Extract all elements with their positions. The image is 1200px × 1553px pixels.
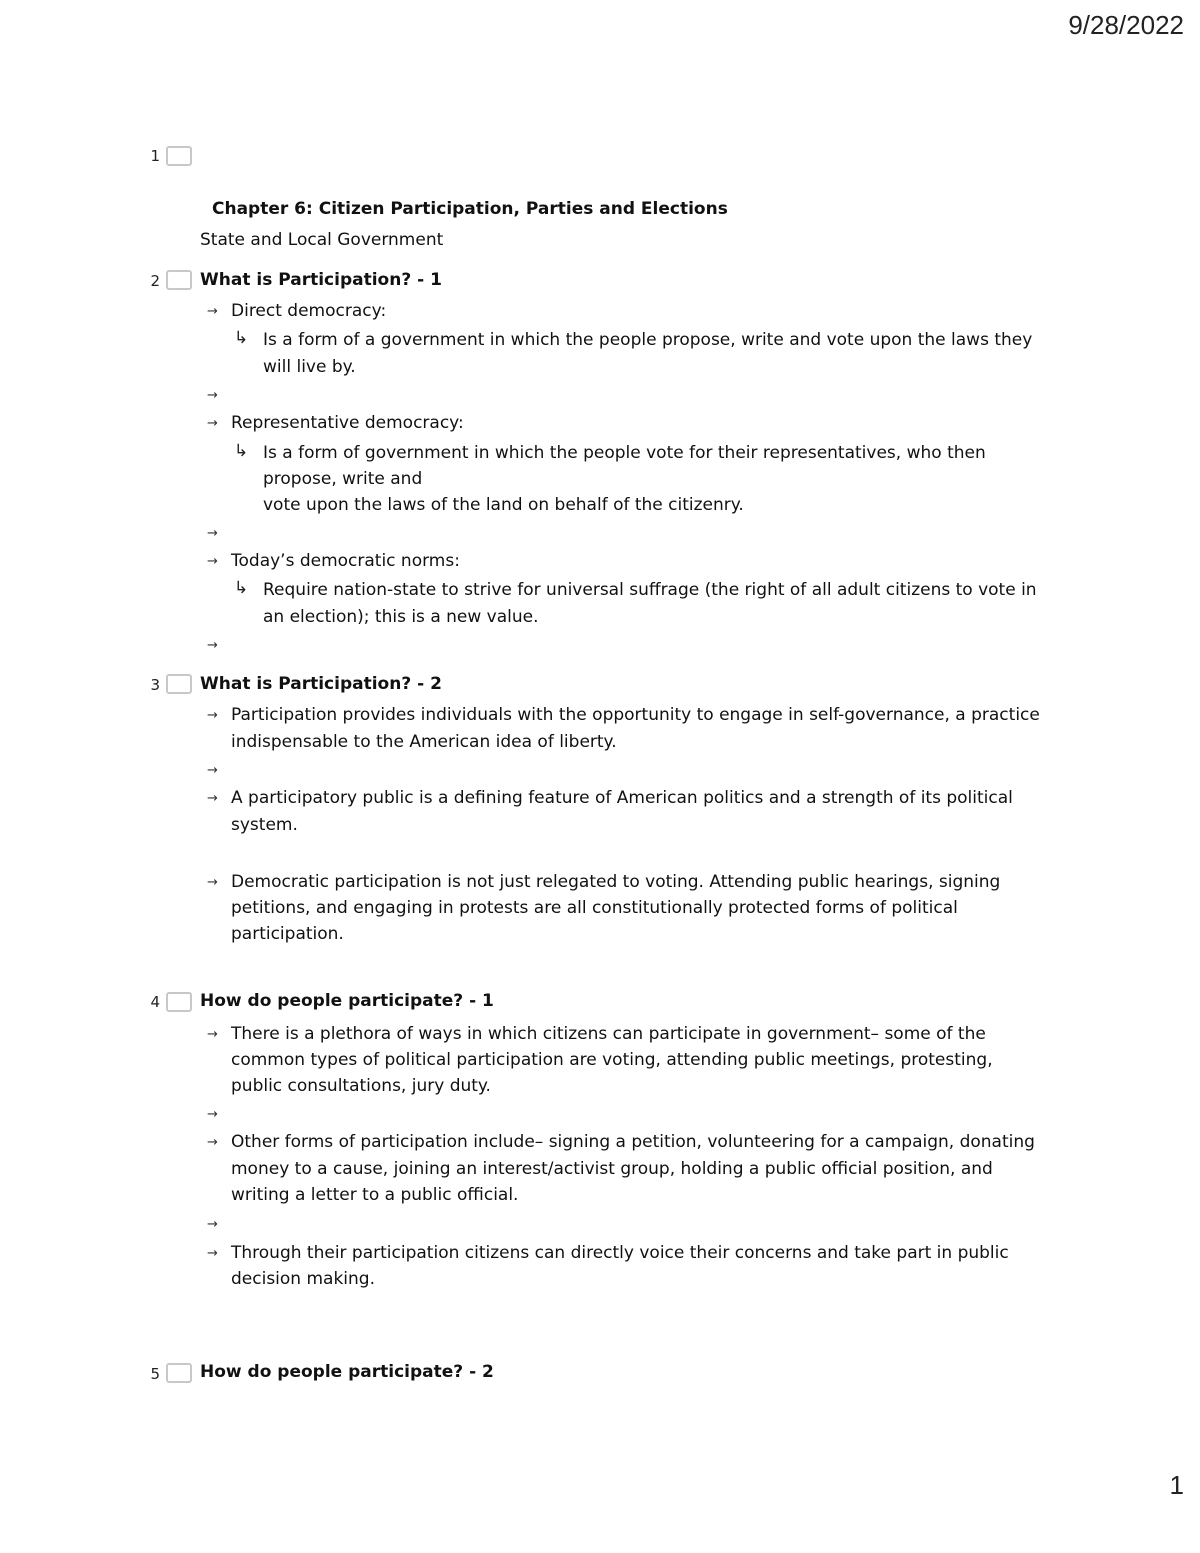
arrow-bullet-icon: → bbox=[207, 763, 218, 778]
bullet-text: common types of political participation are voting, attending public meetings, protesting, bbox=[231, 1050, 993, 1070]
slide-heading: How do people participate? - 1 bbox=[200, 991, 494, 1011]
slide-thumbnail-box[interactable] bbox=[166, 270, 192, 290]
arrow-bullet-icon: → bbox=[207, 304, 218, 319]
bullet-text: There is a plethora of ways in which citizens can participate in government– some of the bbox=[231, 1024, 986, 1044]
sub-bullet-text: Is a form of government in which the people vote for their representatives, who then bbox=[263, 443, 986, 463]
sub-bullet-text: will live by. bbox=[263, 357, 356, 377]
arrow-bullet-icon: → bbox=[207, 1107, 218, 1122]
slide-thumbnail-box[interactable] bbox=[166, 1363, 192, 1383]
arrow-bullet-icon: → bbox=[207, 638, 218, 653]
slide-number: 2 bbox=[150, 272, 160, 290]
sub-bullet-text: propose, write and bbox=[263, 469, 423, 489]
bullet-text: Other forms of participation include– signing a petition, volunteering for a campaign, donating bbox=[231, 1132, 1035, 1152]
sub-arrow-icon: ↳ bbox=[234, 441, 249, 461]
sub-bullet-text: Is a form of a government in which the people propose, write and vote upon the laws they bbox=[263, 330, 1033, 350]
bullet-text: A participatory public is a defining feature of American politics and a strength of its political bbox=[231, 788, 1013, 808]
chapter-title: Chapter 6: Citizen Participation, Parties and Elections bbox=[212, 199, 728, 219]
bullet-text: writing a letter to a public official. bbox=[231, 1185, 519, 1205]
bullet-text: Today’s democratic norms: bbox=[231, 551, 460, 571]
arrow-bullet-icon: → bbox=[207, 791, 218, 806]
arrow-bullet-icon: → bbox=[207, 1027, 218, 1042]
slide-heading: What is Participation? - 2 bbox=[200, 674, 442, 694]
slide-number: 3 bbox=[150, 676, 160, 694]
arrow-bullet-icon: → bbox=[207, 554, 218, 569]
bullet-text: decision making. bbox=[231, 1269, 375, 1289]
sub-arrow-icon: ↳ bbox=[234, 578, 249, 598]
page-number: 1 bbox=[1169, 1470, 1184, 1500]
sub-bullet-text: Require nation-state to strive for universal suffrage (the right of all adult citizens to vote in bbox=[263, 580, 1037, 600]
slide-heading: What is Participation? - 1 bbox=[200, 270, 442, 290]
arrow-bullet-icon: → bbox=[207, 708, 218, 723]
bullet-text: petitions, and engaging in protests are all constitutionally protected forms of political bbox=[231, 898, 958, 918]
bullet-text: Participation provides individuals with the opportunity to engage in self-governance, a practice bbox=[231, 705, 1040, 725]
course-subtitle: State and Local Government bbox=[200, 230, 444, 250]
bullet-text: system. bbox=[231, 815, 298, 835]
bullet-text: Direct democracy: bbox=[231, 301, 387, 321]
arrow-bullet-icon: → bbox=[207, 1135, 218, 1150]
print-date: 9/28/2022 bbox=[1068, 10, 1184, 40]
bullet-text: Representative democracy: bbox=[231, 413, 464, 433]
bullet-text: participation. bbox=[231, 924, 344, 944]
sub-bullet-text: vote upon the laws of the land on behalf of the citizenry. bbox=[263, 495, 744, 515]
arrow-bullet-icon: → bbox=[207, 875, 218, 890]
slide-thumbnail-box[interactable] bbox=[166, 674, 192, 694]
slide-thumbnail-box[interactable] bbox=[166, 992, 192, 1012]
sub-arrow-icon: ↳ bbox=[234, 328, 249, 348]
bullet-text: public consultations, jury duty. bbox=[231, 1076, 491, 1096]
bullet-text: indispensable to the American idea of liberty. bbox=[231, 732, 617, 752]
arrow-bullet-icon: → bbox=[207, 388, 218, 403]
bullet-text: Democratic participation is not just relegated to voting. Attending public hearings, signing bbox=[231, 872, 1001, 892]
slide-heading: How do people participate? - 2 bbox=[200, 1362, 494, 1382]
arrow-bullet-icon: → bbox=[207, 1217, 218, 1232]
arrow-bullet-icon: → bbox=[207, 1246, 218, 1261]
sub-bullet-text: an election); this is a new value. bbox=[263, 607, 539, 627]
bullet-text: money to a cause, joining an interest/activist group, holding a public official position, and bbox=[231, 1159, 993, 1179]
arrow-bullet-icon: → bbox=[207, 416, 218, 431]
slide-number: 5 bbox=[150, 1365, 160, 1383]
bullet-text: Through their participation citizens can directly voice their concerns and take part in public bbox=[231, 1243, 1009, 1263]
slide-thumbnail-box[interactable] bbox=[166, 146, 192, 166]
slide-number: 4 bbox=[150, 993, 160, 1011]
arrow-bullet-icon: → bbox=[207, 526, 218, 541]
slide-number: 1 bbox=[150, 147, 160, 165]
